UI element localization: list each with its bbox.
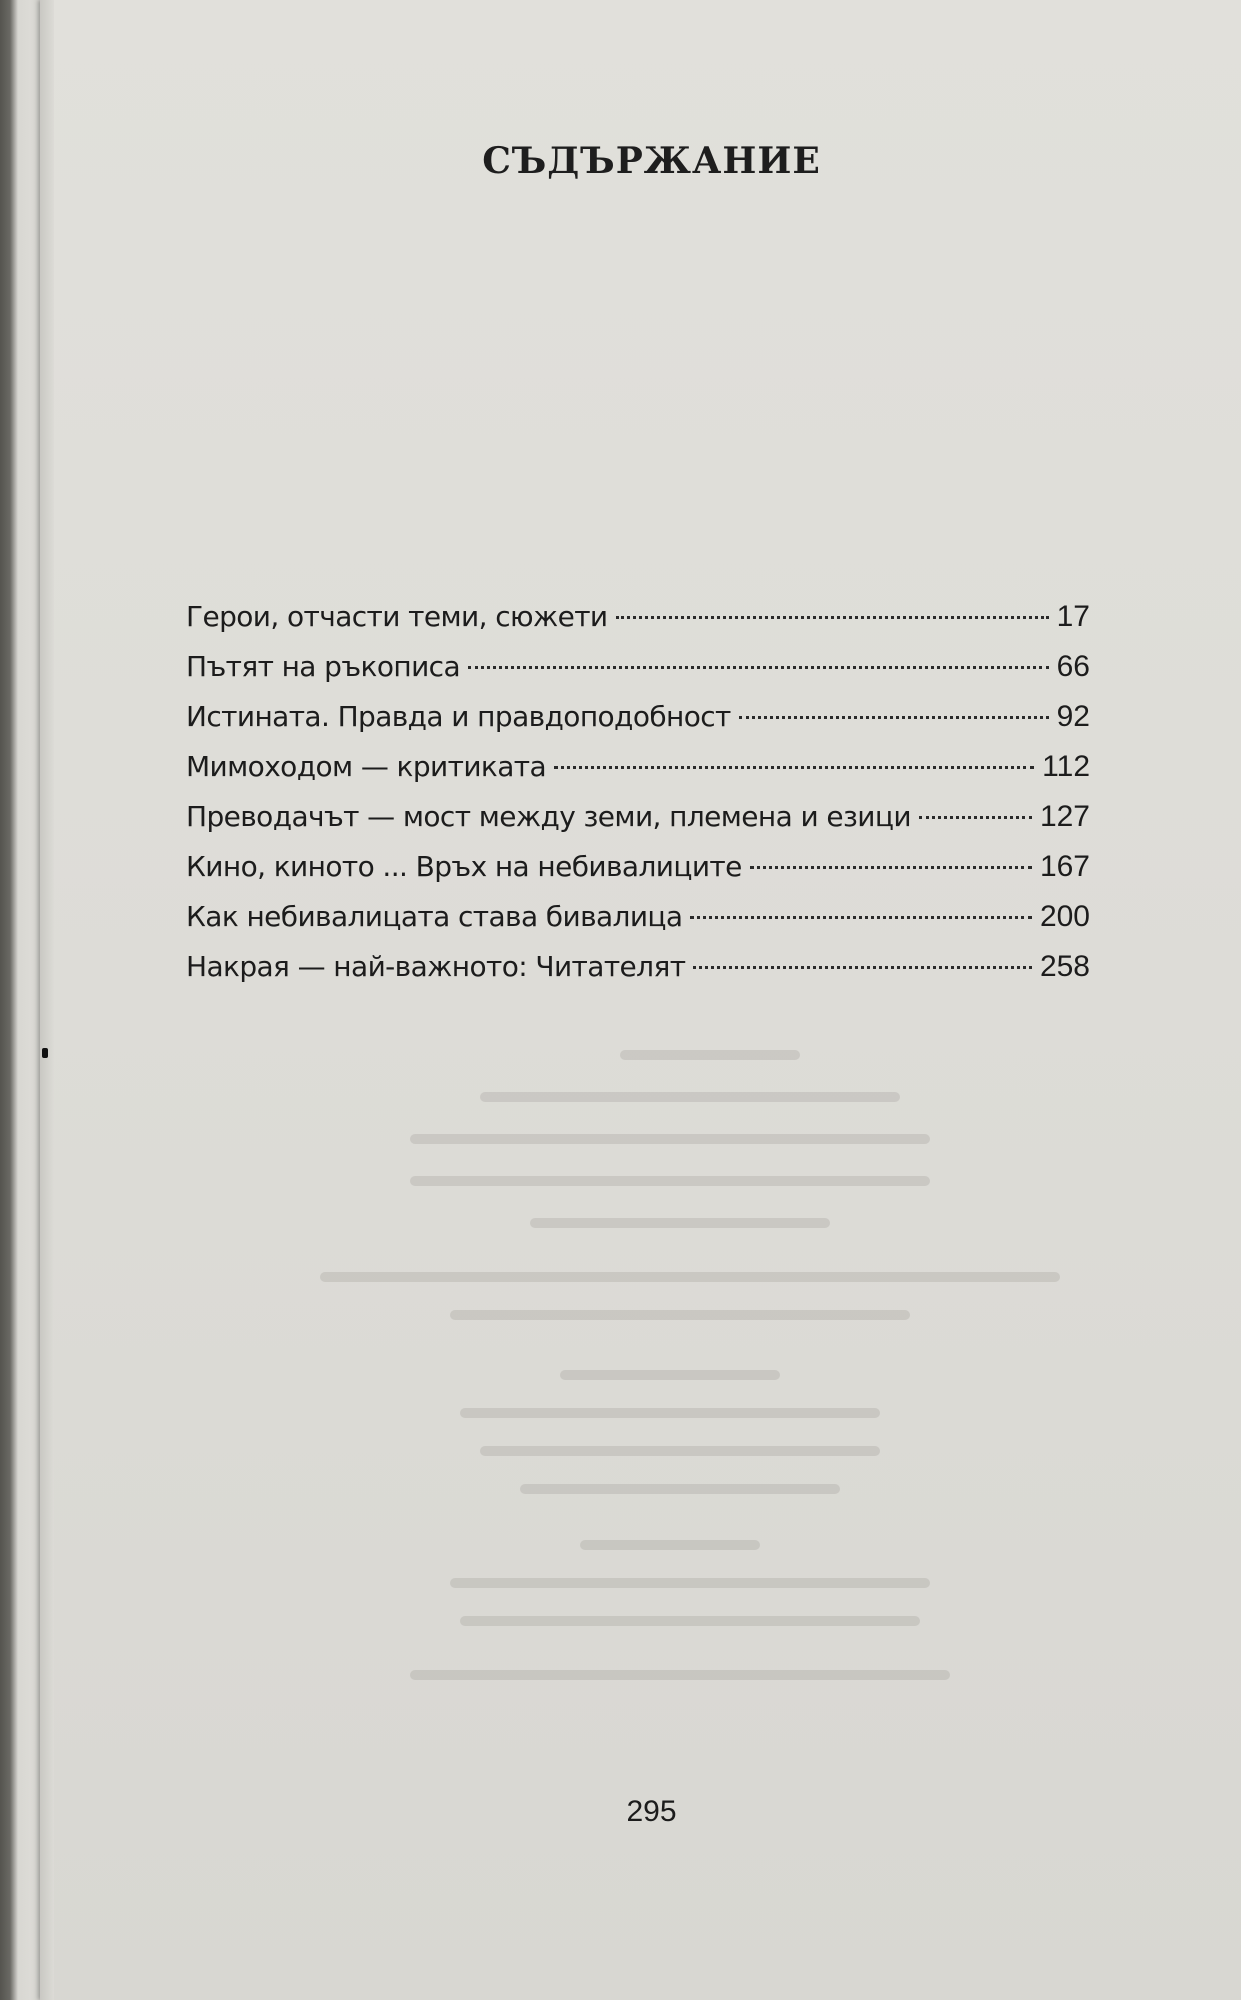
toc-entry-title: Преводачът — мост между земи, племена и езици bbox=[186, 800, 911, 833]
toc-entry-title: Накрая — най-важното: Читателят bbox=[186, 950, 686, 983]
binding-mark bbox=[42, 1048, 48, 1058]
table-of-contents bbox=[186, 592, 1090, 992]
toc-entry bbox=[186, 842, 1090, 892]
show-through-line bbox=[410, 1670, 950, 1680]
toc-entry-page: 200 bbox=[1039, 900, 1090, 933]
toc-leader-dots bbox=[690, 916, 1031, 919]
toc-entry-title: Как небивалицата става бивалица bbox=[186, 900, 683, 933]
toc-entry-page: 127 bbox=[1039, 800, 1090, 833]
book-page bbox=[40, 0, 1241, 2000]
show-through-line bbox=[410, 1176, 930, 1186]
toc-entry-page: 167 bbox=[1039, 850, 1090, 883]
toc-entry bbox=[186, 792, 1090, 842]
toc-leader-dots bbox=[616, 616, 1049, 619]
toc-entry bbox=[186, 942, 1090, 992]
show-through-line bbox=[530, 1218, 830, 1228]
page-number: 295 bbox=[626, 1795, 677, 1828]
show-through-line bbox=[480, 1092, 900, 1102]
toc-entry bbox=[186, 592, 1090, 642]
toc-leader-dots bbox=[554, 766, 1034, 769]
toc-leader-dots bbox=[750, 866, 1032, 869]
show-through-line bbox=[620, 1050, 800, 1060]
show-through-line bbox=[560, 1370, 780, 1380]
page-gutter bbox=[40, 0, 54, 2000]
toc-leader-dots bbox=[693, 966, 1032, 969]
show-through-line bbox=[410, 1134, 930, 1144]
toc-entry-page: 17 bbox=[1056, 600, 1090, 633]
show-through-text bbox=[300, 1040, 1060, 1680]
toc-entry bbox=[186, 642, 1090, 692]
toc-entry bbox=[186, 892, 1090, 942]
toc-entry-title: Истината. Правда и правдоподобност bbox=[186, 700, 731, 733]
toc-entry-page: 66 bbox=[1056, 650, 1090, 683]
toc-leader-dots bbox=[919, 816, 1032, 819]
toc-entry-page: 92 bbox=[1056, 700, 1090, 733]
show-through-line bbox=[450, 1578, 930, 1588]
show-through-line bbox=[460, 1616, 920, 1626]
toc-entry-page: 112 bbox=[1042, 750, 1090, 783]
show-through-line bbox=[580, 1540, 760, 1550]
page-title: СЪДЪРЖАНИЕ bbox=[482, 140, 821, 182]
show-through-line bbox=[320, 1272, 1060, 1282]
toc-leader-dots bbox=[468, 666, 1049, 669]
toc-leader-dots bbox=[739, 716, 1049, 719]
toc-entry bbox=[186, 692, 1090, 742]
toc-entry-title: Мимоходом — критиката bbox=[186, 750, 547, 783]
toc-entry bbox=[186, 742, 1090, 792]
show-through-line bbox=[520, 1484, 840, 1494]
toc-entry-title: Пътят на ръкописа bbox=[186, 650, 461, 683]
toc-entry-page: 258 bbox=[1039, 950, 1090, 983]
show-through-line bbox=[460, 1408, 880, 1418]
toc-entry-title: Герои, отчасти теми, сюжети bbox=[186, 600, 608, 633]
toc-entry-title: Кино, киното ... Връх на небивалиците bbox=[186, 850, 742, 883]
show-through-line bbox=[450, 1310, 910, 1320]
show-through-line bbox=[480, 1446, 880, 1456]
